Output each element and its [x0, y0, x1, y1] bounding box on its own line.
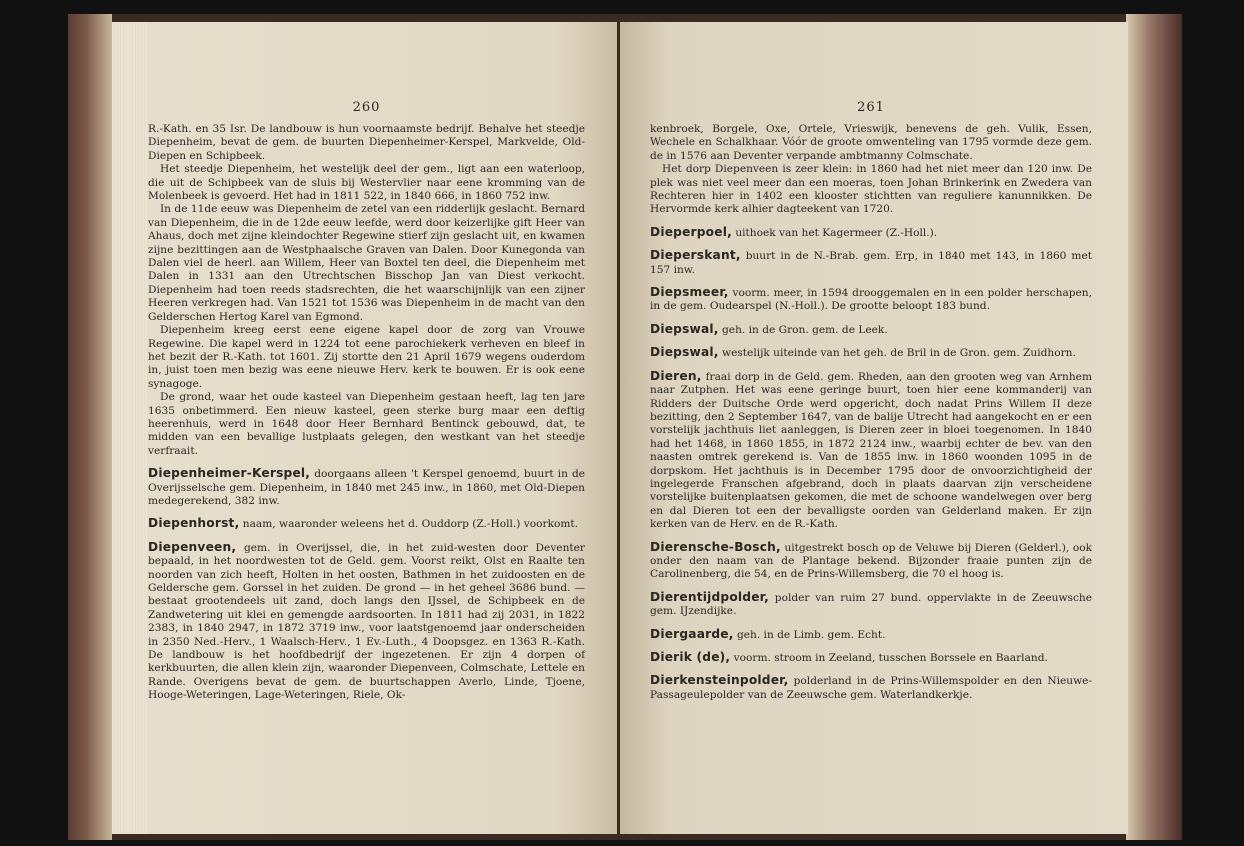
entry-headword: Diergaarde,	[650, 626, 734, 641]
dictionary-entry	[650, 346, 1092, 360]
entry-text: doorgaans alleen 't Kerspel genoemd, buurt in de Overijsselsche gem. Diepenheim, in 1840 met 245 inw., in 1860, met Old-Diepen medegerekend, 382 inw.	[148, 468, 585, 507]
paragraph: kenbroek, Borgele, Oxe, Ortele, Vrieswijk, benevens de geh. Vulik, Essen, Wechele en Schalkhaar. Vóór de groote omwenteling van 1795 vormde deze gem. de in 1576 aan Deventer verpande ambtmanny Colmschate.	[650, 123, 1092, 162]
dictionary-entry	[650, 628, 1092, 642]
dictionary-entry	[650, 674, 1092, 702]
entry-headword: Dieren,	[650, 368, 702, 383]
paragraph: Het steedje Diepenheim, het westelijk deel der gem., ligt aan een waterloop, die uit de Schipbeek van de sluis bij Westervlier naar eene kromming van de Molenbeek is gevoerd. Het had in 1811 522, in 1840 666, in 1860 752 inw.	[148, 163, 585, 203]
dictionary-entry	[650, 591, 1092, 619]
entry-headword: Diepenveen,	[148, 539, 237, 554]
paragraph: R.-Kath. en 35 Isr. De landbouw is hun voornaamste bedrijf. Behalve het steedje Diepenheim, bevat de gem. de buurten Diepenheimer-Kerspel, Markvelde, Old-Diepen en Schipbeek.	[148, 123, 585, 162]
entry-text: polder van ruim 27 bund. oppervlakte in de Zeeuwsche gem. IJzendijke.	[650, 591, 1093, 618]
entry-headword: Dierentijdpolder,	[650, 589, 769, 604]
paragraph: Diepenheim kreeg eerst eene eigene kapel door de zorg van Vrouwe Regewine. Die kapel werd in 1224 tot eene parochiekerk verheven en bleef in het bezit der R.-Kath. tot 1601. Zij stortte den 21 April 1679 wegens ouderdom in, juist toen men bezig was eene nieuwe Herv. kerk te bouwen. Er is ook eene synagoge.	[148, 324, 585, 390]
paragraph: De grond, waar het oude kasteel van Diepenheim gestaan heeft, lag ten jare 1635 onbetimmerd. Een nieuw kasteel, geen sterke burg maar een deftig heerenhuis, werd in 1648 door Heer Bernhard Bentinck gebouwd, dat, te midden van een bevallige lustplaats gelegen, den westkant van het steedje verfraait.	[148, 391, 585, 457]
left-cover-edge	[68, 14, 112, 840]
dictionary-entry	[650, 651, 1092, 665]
page-edges	[112, 22, 148, 834]
entry-text: polderland in de Prins-Willemspolder en den Nieuwe-Passageulepolder van de Zeeuwsche gem. Waterlandkerkje.	[650, 675, 1092, 701]
entry-headword: Diepenhorst,	[148, 516, 240, 531]
right-page	[620, 22, 1128, 834]
dictionary-entry	[148, 517, 585, 531]
entry-text: voorm. meer, in 1594 drooggemalen en in een polder herschapen, in de gem. Oudearspel (N.-Holl.). De grootte beloopt 183 bund.	[650, 287, 1092, 313]
entry-headword: Dierensche-Bosch,	[650, 539, 781, 554]
entry-headword: Dieperpoel,	[650, 224, 732, 239]
entry-text: geh. in de Limb. gem. Echt.	[736, 628, 886, 641]
left-page	[112, 22, 617, 834]
entry-text: naam, waaronder weleens het d. Ouddorp (Z.-Holl.) voorkomt.	[242, 518, 579, 531]
dictionary-entry	[650, 226, 1092, 240]
entry-text: uithoek van het Kagermeer (Z.-Holl.).	[735, 226, 938, 239]
entry-headword: Diepswal,	[650, 345, 719, 360]
paragraph: Het dorp Diepenveen is zeer klein: in 1860 had het niet meer dan 120 inw. De plek was niet veel meer dan een moeras, toen Johan Brinkerink en Zwedera van Rechteren hier in 1402 een klooster stichtten van reguliere kanunnikken. De Hervormde kerk alhier dagteekent van 1720.	[650, 163, 1092, 216]
paragraph: In de 11de eeuw was Diepenheim de zetel van een ridderlijk geslacht. Bernard van Diepenheim, die in de 12de eeuw leefde, werd door keizerlijke gift Heer van Ahaus, doch met zijne kleindochter Regewine stierf zijn geslacht uit, en kwamen zijne bezittingen aan de Westphaalsche Graven van Dalen. Door Kunegonda van Dalen viel de heerl. aan Willem, Heer van Boxtel ten deel, die Diepenheim met Dalen in 1331 aan den Utrechtschen Bisschop Jan van Diest verkocht. Diepenheim had toen reeds stadsrechten, die het waarschijnlijk van een zijner Heeren verkregen had. Van 1521 tot 1536 was Diepenheim in de macht van den Gelderschen Hertog Karel van Egmond.	[148, 203, 585, 323]
dictionary-entry	[148, 541, 585, 703]
entry-headword: Dierkensteinpolder,	[650, 673, 789, 688]
dictionary-entry	[650, 323, 1092, 337]
dictionary-entry	[650, 286, 1092, 314]
entry-text: buurt in de N.-Brab. gem. Erp, in 1840 met 143, in 1860 met 157 inw.	[650, 250, 1092, 276]
entry-headword: Dieperskant,	[650, 248, 741, 263]
entry-headword: Diepswal,	[650, 321, 719, 336]
entry-text: westelijk uiteinde van het geh. de Bril in de Gron. gem. Zuidhorn.	[722, 347, 1076, 360]
entry-text: gem. in Overijssel, die, in het zuid-westen door Deventer bepaald, in het noordwesten tot de Geld. gem. Voorst reikt, Olst en Raalte ten noorden van zich heeft, Holten in het oosten, Bathmen in het zuidoosten en de Geldersche gem. Gorssel in het zuiden. De grond — in het geheel 3686 bund. — bestaat grootendeels uit zand, doch langs den IJssel, de Schipbeek en de Zandwetering uit klei en gemengde aardsoorten. In 1811 had zij 2031, in 1822 2383, in 1840 2947, in 1872 3719 inw., voor laatstgenoemd jaar onderscheiden in 2350 Ned.-Herv., 1 Waalsch-Herv., 1 Ev.-Luth., 4 Doopsgez. en 1363 R.-Kath. De landbouw is het hoofdbedrijf der ingezetenen. Er zijn 4 dorpen of kerkbuurten, die allen klein zijn, waaronder Diepenveen, Colmschate, Lettele en Rande. Overigens bevat de gem. de buurtschappen Averlo, Linde, Tjoene, Hooge-Weteringen, Lage-Weteringen, Riele, Ok-	[148, 541, 585, 702]
page-number: 260	[352, 100, 381, 115]
dictionary-entry	[650, 370, 1092, 532]
dictionary-entry	[148, 467, 585, 508]
right-cover-edge	[1126, 14, 1182, 840]
page-number: 261	[857, 100, 885, 115]
entry-text: fraai dorp in de Geld. gem. Rheden, aan den grooten weg van Arnhem naar Zutphen. Het was eene geringe buurt, toen hier eene kommanderij van Ridders der Duitsche Orde werd opgericht, doch nadat Prins Willem II deze bezitting, den 2 September 1647, van de balije Utrecht had aangekocht en er een vorstelijk jachthuis liet aanleggen, is Dieren zeer in bloei toegenomen. In 1840 had het 1468, in 1860 1855, in 1872 2124 inw., waarbij echter de bev. van den naasten omtrek gerekend is. Van de 1855 inw. in 1860 woonden 1095 in de dorpskom. Het jachthuis is in December 1795 door de onvoorzichtigheid der ingelegerde Franschen afgebrand, doch in plaats daarvan zijn verscheidene vorstelijke buitenplaatsen gekomen, die met de schoone wandelwegen over berg en dal Dieren tot een der bevalligste oorden van Gelderland maken. Er zijn kerken van de Herv. en de R.-Kath.	[650, 370, 1092, 531]
entry-headword: Dierik (de),	[650, 650, 731, 664]
dictionary-entry	[650, 249, 1092, 277]
entry-text: voorm. stroom in Zeeland, tusschen Borssele en Baarland.	[733, 652, 1048, 664]
entry-headword: Diepsmeer,	[650, 285, 729, 300]
entry-headword: Diepenheimer-Kerspel,	[148, 466, 311, 481]
entry-text: uitgestrekt bosch op de Veluwe bij Dieren (Gelderl.), ook onder den naam van de Plantage bekend. Bijzonder fraaie punten zijn de Carolinenberg, die 54, en de Prins-Willemsberg, die 70 el hoog is.	[650, 541, 1092, 581]
entry-text: geh. in de Gron. gem. de Leek.	[722, 323, 888, 336]
dictionary-entry	[650, 541, 1092, 582]
